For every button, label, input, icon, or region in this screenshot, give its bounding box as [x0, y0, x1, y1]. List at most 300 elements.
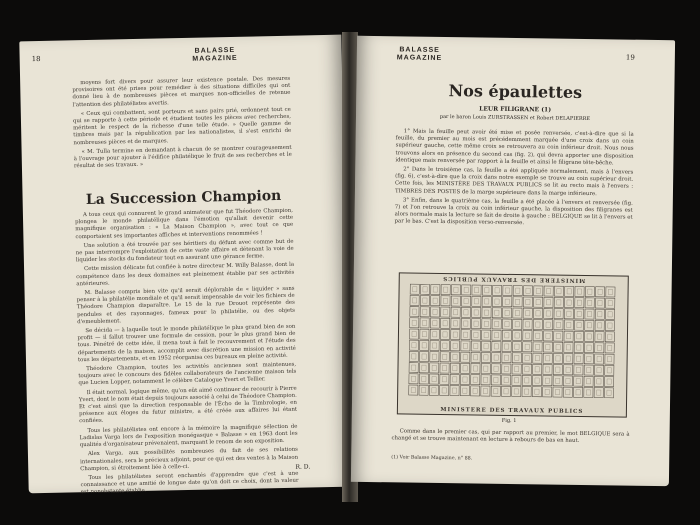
watermark-mark: [421, 388, 425, 393]
watermark-mark: [423, 298, 427, 303]
stamp-cell: [451, 341, 460, 351]
watermark-mark: [536, 300, 540, 305]
watermark-mark: [566, 378, 570, 383]
paragraph: Se décida — à laquelle tout le monde philatélique le plus grand bien de son profit — il fallut trouver une formule de cession, pour le plus grand bien de tous. Pénétré de cette idée, il mena tout à fait le recouvrement et l'étude des départements de la maison, accomplit avec discrétion une mission en activité tous les départements, et en 1952 réorganisa ces bureaux en pleine activité.: [77, 323, 296, 364]
watermark-mark: [412, 331, 416, 336]
watermark-mark: [515, 299, 519, 304]
stamp-cell: [492, 308, 501, 318]
stamp-cell: [564, 354, 573, 364]
watermark-mark: [411, 387, 415, 392]
stamp-cell: [585, 320, 594, 330]
stamp-cell: [481, 352, 490, 362]
watermark-mark: [412, 354, 416, 359]
page-number: 18: [31, 54, 41, 64]
watermark-mark: [412, 343, 416, 348]
stamp-cell: [481, 386, 490, 396]
stamp-cell: [594, 376, 603, 386]
watermark-mark: [495, 299, 499, 304]
paragraph: 1° Mais la feuille peut avoir été mise et posée renversée, c'est-à-dire que si la feuille, du premier au mois est précédemment marquée d'une croix dans un coin supérieur gauche, cette même croix se retrouvera au coin inférieur droit. Nous nous trouvons alors en présence du second cas (fig. 2), qui devra apporter une disposition identique mais renversée par rapport à la feuille et ainsi le filigrane tête-bêche.: [395, 128, 634, 167]
watermark-mark: [474, 321, 478, 326]
watermark-mark: [545, 389, 549, 394]
stamp-cell: [523, 342, 532, 352]
watermark-mark: [597, 334, 601, 339]
watermark-mark: [412, 320, 416, 325]
stamp-cell: [605, 365, 614, 375]
watermark-mark: [545, 378, 549, 383]
stamp-cell: [574, 320, 583, 330]
stamp-cell: [544, 286, 553, 296]
article-body: [75, 207, 299, 496]
watermark-mark: [598, 289, 602, 294]
stamp-cell: [409, 351, 418, 361]
watermark-mark: [484, 310, 488, 315]
stamp-cell: [584, 376, 593, 386]
stamp-cell: [563, 376, 572, 386]
stamp-cell: [471, 375, 480, 385]
stamp-cell: [543, 387, 552, 397]
watermark-mark: [597, 379, 601, 384]
watermark-mark: [556, 311, 560, 316]
watermark-mark: [516, 288, 520, 293]
stamp-cell: [522, 353, 531, 363]
watermark-mark: [608, 289, 612, 294]
stamp-cell: [595, 354, 604, 364]
stamp-cell: [482, 285, 491, 295]
stamp-cell: [440, 374, 449, 384]
stamp-cell: [595, 343, 604, 353]
stamp-cell: [472, 285, 481, 295]
stamp-cell: [441, 318, 450, 328]
watermark-mark: [433, 332, 437, 337]
paragraph: Il était normal, logique même, qu'on eût aimé continuer de recourir à Pierre Yvert, dont le nom était depuis toujours associé à celui de Théodore Champion. Et c'est ainsi que la direction responsable de l'Écho de la Timbrologie, en présence aux éloges du futur ministre, a été créée aux affaires lui étant confiées.: [78, 385, 298, 425]
figure-caption: Fig. 1: [501, 417, 517, 425]
watermark-mark: [525, 322, 529, 327]
closing-text: [391, 428, 629, 448]
stamp-cell: [471, 363, 480, 373]
watermark-mark: [587, 367, 591, 372]
stamp-cell: [451, 318, 460, 328]
article-body: [394, 128, 634, 271]
watermark-mark: [442, 377, 446, 382]
watermark-mark: [587, 311, 591, 316]
stamp-cell: [605, 376, 614, 386]
watermark-mark: [474, 287, 478, 292]
watermark-mark: [473, 377, 477, 382]
watermark-mark: [608, 301, 612, 306]
watermark-mark: [557, 289, 561, 294]
stamp-cell: [492, 353, 501, 363]
stamp-cell: [575, 298, 584, 308]
watermark-mark: [546, 322, 550, 327]
watermark-mark: [484, 299, 488, 304]
paragraph: Comme dans le premier cas, qui par rapport au premier, le mot BELGIQUE sera à changé et se trouve maintenant en lecture à rebours de bas en haut.: [391, 428, 630, 445]
stamp-cell: [481, 364, 490, 374]
watermark-mark: [484, 321, 488, 326]
stamp-cell: [419, 374, 428, 384]
watermark-mark: [586, 379, 590, 384]
stamp-cell: [533, 331, 542, 341]
stamp-cell: [574, 365, 583, 375]
stamp-cell: [513, 308, 522, 318]
watermark-mark: [412, 309, 416, 314]
watermark-mark: [464, 321, 468, 326]
stamp-cell: [544, 320, 553, 330]
watermark-mark: [454, 298, 458, 303]
signature: R. D.: [295, 463, 311, 471]
watermark-mark: [525, 333, 529, 338]
watermark-mark: [566, 356, 570, 361]
watermark-mark: [607, 357, 611, 362]
right-page: [351, 36, 675, 486]
watermark-mark: [464, 310, 468, 315]
stamp-cell: [554, 309, 563, 319]
stamp-cell: [523, 297, 532, 307]
watermark-mark: [495, 288, 499, 293]
stamp-cell: [492, 297, 501, 307]
stamp-cell: [564, 320, 573, 330]
stamp-cell: [595, 332, 604, 342]
stamp-cell: [430, 329, 439, 339]
watermark-mark: [464, 299, 468, 304]
watermark-mark: [433, 298, 437, 303]
watermark-mark: [484, 332, 488, 337]
paragraph: Théodore Champion, toutes les activités anciennes sont maintenues, toujours avec le concours des fidèles collaborateurs de l'ancienne maison tels que Lucien Lopper, notamment le célèbre Catalogue Yvert et Tellier.: [78, 361, 297, 387]
watermark-mark: [536, 288, 540, 293]
stamp-cell: [450, 386, 459, 396]
watermark-mark: [452, 388, 456, 393]
stamp-cell: [595, 298, 604, 308]
stamp-cell: [605, 343, 614, 353]
stamp-cell: [482, 319, 491, 329]
stamp-cell: [605, 332, 614, 342]
watermark-mark: [535, 344, 539, 349]
watermark-mark: [505, 299, 509, 304]
watermark-mark: [505, 333, 509, 338]
watermark-mark: [494, 344, 498, 349]
stamp-cell: [553, 376, 562, 386]
watermark-mark: [474, 310, 478, 315]
stamp-cell: [482, 330, 491, 340]
paragraph: « Ceux qui combattent, sont porteurs et sans pairs prié, ordonnent tout ce qui se rapporte à cette période et étudient toutes les pièces avec recherches, méritent le respect de la richesse d'une telle étude. » Quelle gamme de timbres mais par la républication par les nationalistes, il s'est enrichi de nombreuses pièces et de marques.: [72, 106, 292, 146]
watermark-mark: [422, 332, 426, 337]
stamp-cell: [513, 297, 522, 307]
watermark-mark: [597, 345, 601, 350]
watermark-mark: [608, 312, 612, 317]
watermark-mark: [536, 311, 540, 316]
stamp-cell: [481, 375, 490, 385]
watermark-mark: [422, 365, 426, 370]
page-number: 19: [625, 53, 635, 62]
running-header: [192, 47, 238, 64]
watermark-mark: [514, 366, 518, 371]
watermark-mark: [432, 354, 436, 359]
stamp-cell: [431, 284, 440, 294]
watermark-mark: [566, 334, 570, 339]
watermark-mark: [566, 390, 570, 395]
paragraph: Alex Varga, aux possibilités nombreuses du fait de ses relations internationales, sera le précieux adjoint, pour ce qui est des ventes à la Maison Champion, si étroitement liée à celle-ci.: [80, 446, 299, 472]
stamp-cell: [451, 296, 460, 306]
stamp-cell: [543, 376, 552, 386]
watermark-mark: [423, 309, 427, 314]
magazine-spread: [24, 32, 682, 502]
stamp-cell: [491, 375, 500, 385]
watermark-mark: [535, 389, 539, 394]
stamp-cell: [543, 353, 552, 363]
stamp-cell: [605, 320, 614, 330]
watermark-mark: [597, 390, 601, 395]
stamp-cell: [553, 365, 562, 375]
stamp-cell: [563, 387, 572, 397]
stamp-cell: [420, 284, 429, 294]
stamp-cell: [451, 285, 460, 295]
watermark-mark: [443, 287, 447, 292]
stamp-cell: [523, 331, 532, 341]
stamp-cell: [430, 340, 439, 350]
stamp-cell: [501, 386, 510, 396]
watermark-mark: [453, 354, 457, 359]
watermark-mark: [494, 366, 498, 371]
stamp-cell: [596, 287, 605, 297]
stamp-cell: [512, 386, 521, 396]
watermark-mark: [535, 378, 539, 383]
stamp-cell: [419, 352, 428, 362]
watermark-mark: [453, 366, 457, 371]
watermark-mark: [515, 344, 519, 349]
stamp-cell: [502, 353, 511, 363]
stamp-cell: [471, 386, 480, 396]
stamp-cell: [585, 309, 594, 319]
stamp-cell: [460, 374, 469, 384]
stamp-cell: [471, 352, 480, 362]
stamp-cell: [544, 308, 553, 318]
watermark-mark: [484, 344, 488, 349]
stamp-cell: [595, 320, 604, 330]
watermark-mark: [433, 287, 437, 292]
watermark-mark: [587, 323, 591, 328]
stamp-cell: [441, 307, 450, 317]
watermark-mark: [454, 287, 458, 292]
stamp-cell: [512, 364, 521, 374]
stamp-cell: [420, 307, 429, 317]
stamp-cell: [584, 354, 593, 364]
watermark-mark: [608, 323, 612, 328]
watermark-mark: [484, 366, 488, 371]
watermark-mark: [587, 356, 591, 361]
watermark-mark: [587, 345, 591, 350]
watermark-mark: [464, 287, 468, 292]
watermark-mark: [555, 389, 559, 394]
watermark-mark: [443, 343, 447, 348]
stamp-cell: [594, 388, 603, 398]
watermark-mark: [556, 356, 560, 361]
stamp-cell: [513, 286, 522, 296]
stamp-cell: [595, 309, 604, 319]
stamp-cell: [553, 353, 562, 363]
watermark-mark: [483, 388, 487, 393]
watermark-mark: [608, 334, 612, 339]
stamp-cell: [574, 376, 583, 386]
watermark-mark: [597, 368, 601, 373]
watermark-mark: [598, 300, 602, 305]
watermark-mark: [432, 376, 436, 381]
stamp-cell: [440, 341, 449, 351]
stamp-cell: [503, 297, 512, 307]
watermark-mark: [577, 300, 581, 305]
watermark-mark: [505, 321, 509, 326]
stamp-cell: [502, 341, 511, 351]
stamp-cell: [429, 385, 438, 395]
stamp-cell: [461, 296, 470, 306]
stamp-cell: [451, 330, 460, 340]
stamp-cell: [512, 375, 521, 385]
watermark-mark: [504, 355, 508, 360]
stamp-cell: [471, 319, 480, 329]
stamp-cell: [543, 331, 552, 341]
stamp-cell: [604, 388, 613, 398]
footnote: (1) Voir Balasse Magazine, n° 88.: [391, 455, 473, 462]
watermark-mark: [526, 311, 530, 316]
stamp-cell: [491, 364, 500, 374]
watermark-mark: [526, 288, 530, 293]
stamp-cell: [491, 386, 500, 396]
stamp-cell: [430, 363, 439, 373]
watermark-mark: [473, 366, 477, 371]
stamp-cell: [502, 364, 511, 374]
stamp-cell: [440, 385, 449, 395]
paragraph: Cette mission délicate fut confiée à notre directeur M. Willy Balasse, dont la compétence dans les deux domaines est pleinement établie par ses activités antérieures.: [76, 262, 295, 288]
stamp-cell: [584, 387, 593, 397]
stamp-cell: [564, 365, 573, 375]
stamp-cell: [430, 352, 439, 362]
stamp-cell: [441, 285, 450, 295]
stamp-cell: [564, 331, 573, 341]
intro-text: [72, 76, 292, 173]
stamp-cell: [461, 352, 470, 362]
stamp-cell: [565, 286, 574, 296]
watermark-mark: [443, 332, 447, 337]
watermark-mark: [546, 300, 550, 305]
watermark-mark: [556, 333, 560, 338]
watermark-mark: [412, 298, 416, 303]
stamp-cell: [532, 375, 541, 385]
stamp-cell: [512, 342, 521, 352]
watermark-mark: [577, 311, 581, 316]
watermark-mark: [567, 322, 571, 327]
stamp-cell: [502, 319, 511, 329]
stamp-cell: [503, 308, 512, 318]
watermark-mark: [494, 321, 498, 326]
watermark-mark: [577, 334, 581, 339]
watermark-mark: [514, 389, 518, 394]
watermark-mark: [494, 389, 498, 394]
watermark-mark: [536, 322, 540, 327]
stamp-cell: [461, 330, 470, 340]
stamp-cell: [575, 286, 584, 296]
stamp-cell: [410, 295, 419, 305]
watermark-mark: [453, 377, 457, 382]
stamp-cell: [574, 331, 583, 341]
article-authors: par le baron Louis ZURSTRASSEN et Robert DELAPIERRE: [439, 113, 591, 123]
stamp-cell: [440, 352, 449, 362]
stamp-cell: [420, 296, 429, 306]
stamp-cell: [533, 364, 542, 374]
stamp-cell: [543, 364, 552, 374]
watermark-mark: [443, 298, 447, 303]
header-line: BALASSE: [399, 46, 440, 54]
watermark-mark: [433, 309, 437, 314]
stamp-cell: [522, 387, 531, 397]
stamp-cell: [440, 363, 449, 373]
stamp-cell: [574, 387, 583, 397]
watermark-mark: [557, 300, 561, 305]
stamp-cell: [420, 340, 429, 350]
stamp-cell: [513, 319, 522, 329]
stamp-cell: [543, 342, 552, 352]
stamp-cell: [440, 329, 449, 339]
stamp-cell: [493, 285, 502, 295]
watermark-mark: [567, 289, 571, 294]
stamp-cell: [523, 319, 532, 329]
watermark-mark: [525, 378, 529, 383]
stamp-cell: [461, 318, 470, 328]
watermark-mark: [566, 367, 570, 372]
paragraph: 3° Enfin, dans le quatrième cas, la feuille a été placée à l'envers et renversée (fig. 7) et l'on retrouve la croix au coin inférieur gauche, la disposition des filigranes est alors normale mais la lecture se fait de droite à gauche : BELGIQUE se lit à l'envers et par le bas. C'est la disposition verso-renversée.: [394, 197, 633, 227]
watermark-mark: [586, 390, 590, 395]
watermark-mark: [535, 367, 539, 372]
stamp-cell: [430, 307, 439, 317]
stamp-cell: [533, 308, 542, 318]
header-line: MAGAZINE: [192, 54, 238, 63]
watermark-mark: [576, 390, 580, 395]
watermark-mark: [494, 377, 498, 382]
stamp-cell: [534, 286, 543, 296]
watermark-mark: [588, 289, 592, 294]
stamp-cell: [533, 342, 542, 352]
stamp-cell: [420, 318, 429, 328]
stamp-cell: [409, 385, 418, 395]
stamp-cell: [564, 342, 573, 352]
paragraph: A tous ceux qui connurent le grand animateur que fut Théodore Champion, plongea le monde philatélique dans l'émotion qu'allait devenir cette magnifique organisation : « La Maison Champion », avec tout ce que comportaient ses importantes affiches et interventions renommées !: [75, 207, 294, 240]
stamp-cell: [554, 286, 563, 296]
stamp-cell: [461, 341, 470, 351]
article-title: Nos épaulettes: [448, 81, 583, 102]
header-line: BALASSE: [194, 46, 236, 55]
figure-top-label: MINISTERE DES TRAVAUX PUBLICS: [442, 275, 586, 284]
watermark-mark: [442, 365, 446, 370]
watermark-mark: [576, 378, 580, 383]
watermark-mark: [504, 389, 508, 394]
stamp-cell: [574, 354, 583, 364]
stamp-cell: [450, 363, 459, 373]
watermark-mark: [442, 388, 446, 393]
stamp-cell: [585, 287, 594, 297]
watermark-mark: [494, 333, 498, 338]
paragraph: « M. Tulla termine en demandant à chacun de se montrer courageusement à l'ouvrage pour ajouter à l'édifice philatélique le fruit de ses recherches et le résultat de ses travaux. »: [73, 144, 292, 170]
watermark-mark: [525, 355, 529, 360]
watermark-mark: [587, 334, 591, 339]
stamp-cell: [451, 307, 460, 317]
watermark-mark: [556, 367, 560, 372]
watermark-mark: [483, 377, 487, 382]
watermark-mark: [546, 311, 550, 316]
watermark-mark: [597, 323, 601, 328]
watermark-mark: [505, 310, 509, 315]
stamp-cell: [419, 363, 428, 373]
watermark-mark: [453, 310, 457, 315]
stamp-cell: [420, 329, 429, 339]
watermark-mark: [453, 332, 457, 337]
stamp-cell: [502, 375, 511, 385]
